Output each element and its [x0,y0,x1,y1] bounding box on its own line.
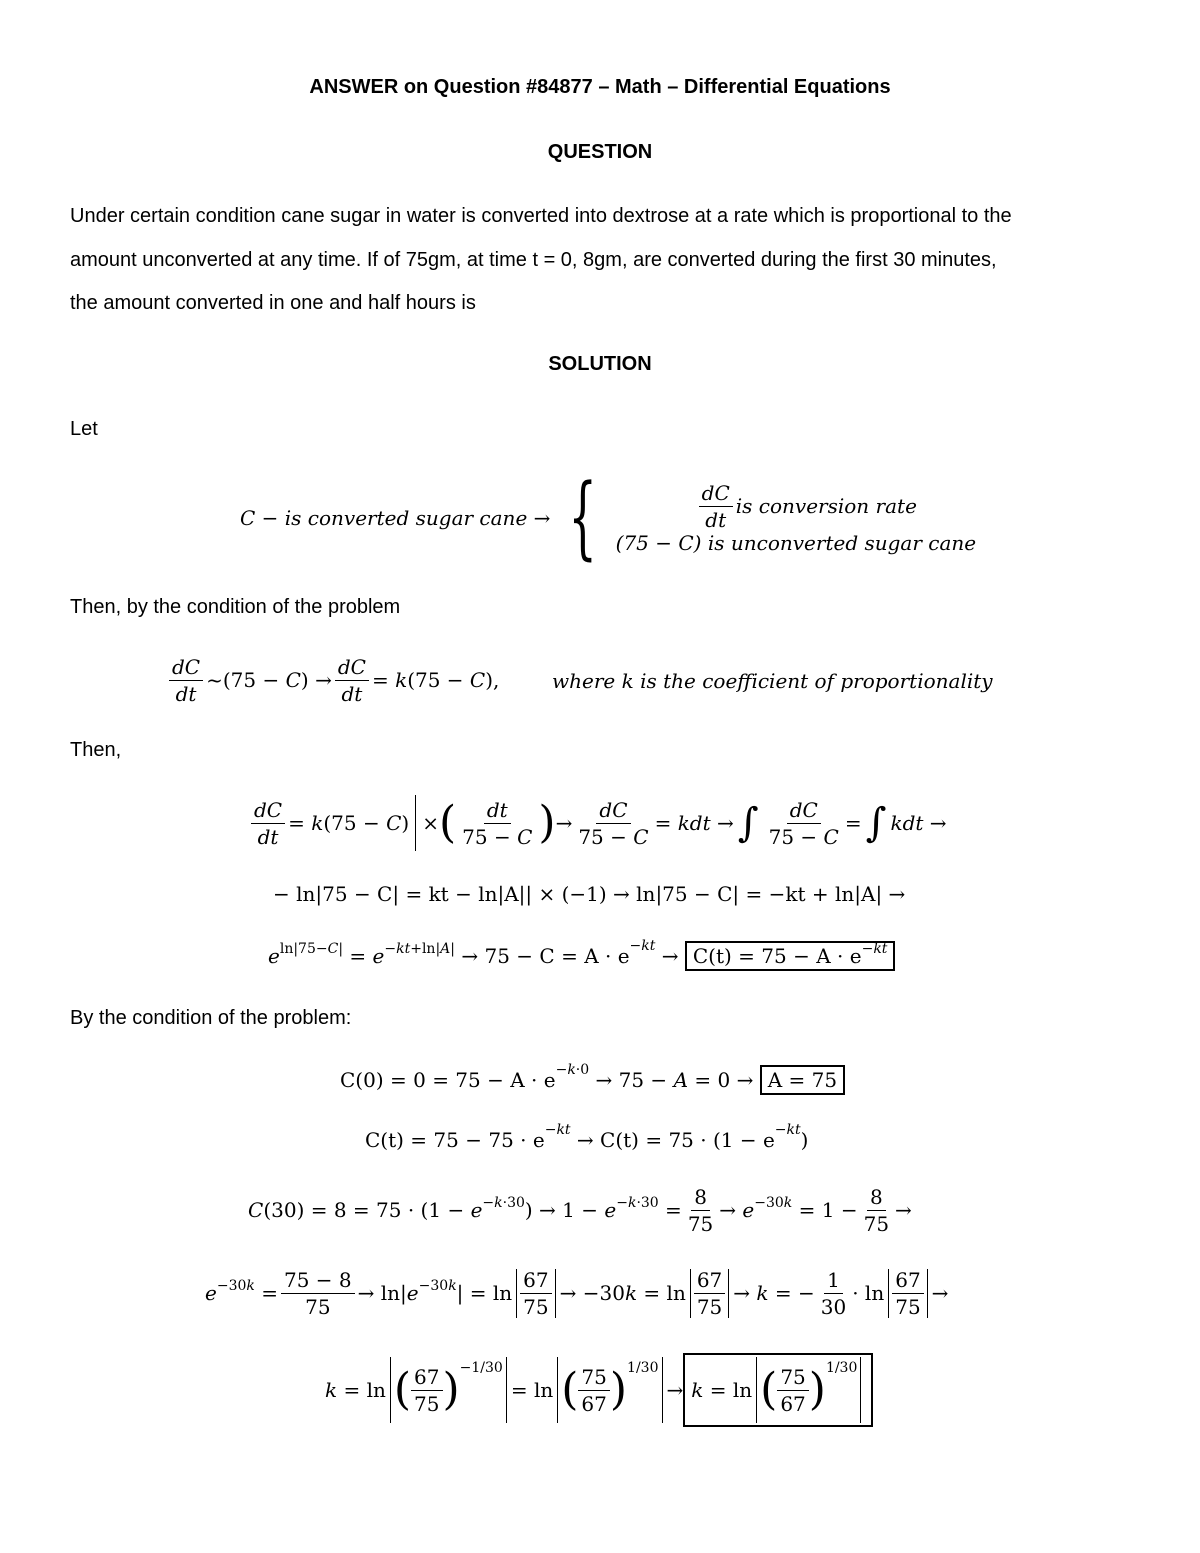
general-solution-box: $C(t) = 75 - A \cdot e^{-kt}$ [685,941,896,971]
question-line-3: the amount converted in one and half hours is [70,292,476,314]
k-derivation-equation: $e^{-30k}$ = $\frac{75 - 8}{75}$ → $\ln|e^{-30k}| = \ln$ 67 75 → −30k = ln 67 75 → k = − $\frac{1}{30}$ · ln 67 75 → [205,1267,949,1319]
unconverted-label: (75 − C) is unconverted sugar cane [615,530,977,555]
definition-equation [240,465,977,570]
question-line-2: amount unconverted at any time. If of 75gm, at time t = 0, 8gm, are converted during the first 30 minutes, [70,249,997,271]
proportionality-equation: dC dt ~(75 − C) → $\frac{dC}{dt}$ = k(75 − C), [166,650,499,710]
dc-dt-fraction: dC dt [699,482,733,531]
let-label: Let [70,418,98,440]
initial-condition-equation: C(0) = 0 = 75 − A · e −k·0 → 75 − A = 0 → A = 75 [340,1063,845,1097]
c30-equation: $C(30) = 8 = 75 \cdot (1 - e^{-k\cdot 30}) \to 1 - e^{-k\cdot 30}$ = $\frac{8}{75}$ → $e^{-30k} = 1$ − $\frac{8}{75}$ → [248,1184,912,1236]
by-condition-label: By the condition of the problem: [70,1007,352,1029]
then-label-1: Then, by the condition of the problem [70,596,401,618]
rate-label: is conversion rate [735,494,917,518]
exponential-equation: $e^{ln|75-C|}$ = $e^{-kt+ln|A|}$ → 75 − C = A · e −kt → $C(t) = 75 - A \cdot e^{-kt}$ [268,936,895,976]
solution-heading: SOLUTION [548,353,652,375]
definition-cases [616,482,976,555]
curly-brace: { [568,465,598,570]
exp-rhs: → 75 − C = A · e [461,944,630,968]
question-line-1: Under certain condition cane sugar in water is converted into dextrose at a rate which is proportional to the [70,205,1012,227]
then-label-2: Then, [70,739,122,761]
proportionality-note: where k is the coefficient of proportionality [552,669,993,693]
separation-equation: $\frac{dC}{dt}$ = k(75 − C) × ( dt 75 − C ) → $\frac{dC}{75 - C}$ = kdt → ∫ $\frac{dC}{75 - C}$ = ∫ kdt → [248,792,947,854]
final-k-box: k = ln ( 75 67 ) 1/30 [683,1353,873,1427]
definition-c: C − is converted sugar cane → [240,506,551,530]
question-heading: QUESTION [547,141,653,163]
final-k-equation: k = ln ( 67 75 ) −1/30 = ln ( 75 67 ) 1/30 → k = ln ( 75 67 ) 1/30 [325,1350,873,1430]
a-value-box: A = 75 [760,1065,845,1095]
specific-solution-equation: C(t) = 75 − 75 · e −kt → C(t) = 75 · (1 − e −kt ) [365,1122,809,1152]
log-equation: − ln|75 − C| = kt − ln|A|| × (−1) → ln|75 − C| = −kt + ln|A| → [273,882,906,906]
page-title: ANSWER on Question #84877 – Math – Differential Equations [309,76,891,98]
